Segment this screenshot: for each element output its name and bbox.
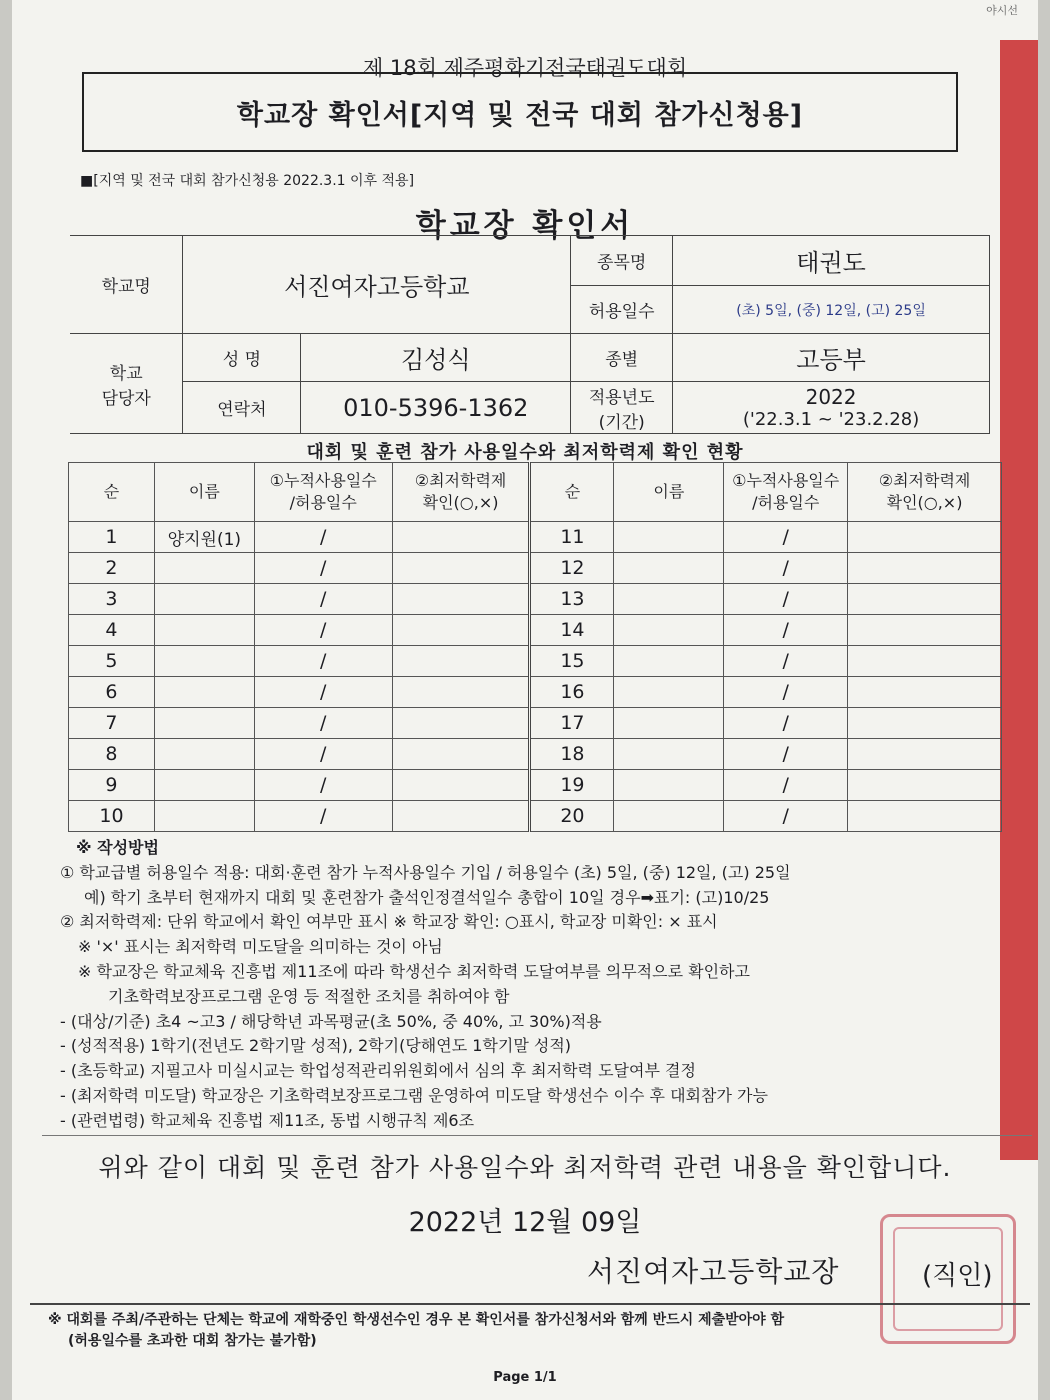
contact-value: 010-5396-1362 — [301, 382, 571, 434]
page-number: Page 1/1 — [493, 1370, 557, 1385]
participant-check-cell — [392, 801, 530, 832]
participant-usage-cell: / — [254, 739, 392, 770]
participant-check-cell — [392, 553, 530, 584]
period-value: ('22.3.1 ~ '23.2.28) — [742, 409, 920, 430]
instruction-line: - (대상/기준) 초4 ~고3 / 해당학년 과목평균(초 50%, 중 40%, 고 30%)적용 — [60, 1011, 602, 1031]
header-check-left: ②최저학력제 확인(○,×) — [392, 463, 530, 522]
status-table-title: 대회 및 훈련 참가 사용일수와 최저학력제 확인 현황 — [306, 442, 744, 463]
participant-usage-cell: / — [254, 708, 392, 739]
participant-usage-cell: / — [724, 584, 848, 615]
participant-check-cell — [848, 677, 1002, 708]
participant-check-cell — [392, 739, 530, 770]
participant-usage-cell: / — [724, 553, 848, 584]
issue-date: 2022년 12월 09일 — [408, 1207, 642, 1238]
participant-name-cell — [614, 522, 724, 553]
participant-no-cell: 7 — [69, 708, 155, 739]
allowed-days-value: (초) 5일, (중) 12일, (고) 25일 — [673, 286, 990, 334]
instruction-line: - (관련법령) 학교체육 진흥법 제11조, 동법 시행규칙 제6조 — [60, 1110, 475, 1130]
instruction-line: - (성적적용) 1학기(전년도 2학기말 성적), 2학기(당해연도 1학기말 성적) — [60, 1036, 572, 1056]
table-row — [69, 646, 1002, 677]
allowed-days-label: 허용일수 — [571, 286, 673, 334]
school-info-table — [70, 235, 990, 434]
principal-signature: 서진여자고등학교장 — [587, 1255, 840, 1288]
participants-header-row — [69, 463, 1002, 522]
table-row — [69, 770, 1002, 801]
participant-check-cell — [392, 522, 530, 553]
participant-no-cell: 10 — [69, 801, 155, 832]
participant-name-cell — [614, 646, 724, 677]
participant-no-cell: 8 — [69, 739, 155, 770]
participant-name-cell — [154, 677, 254, 708]
confirmation-statement: 위와 같이 대회 및 훈련 참가 사용일수와 최저학력 관련 내용을 확인합니다. — [98, 1153, 952, 1182]
sport-label: 종목명 — [571, 236, 673, 286]
table-row — [69, 615, 1002, 646]
manager-label: 학교 담당자 — [70, 334, 183, 434]
participant-usage-cell: / — [254, 646, 392, 677]
applicability-note: ■[지역 및 전국 대회 참가신청용 2022.3.1 이후 적용] — [80, 173, 415, 189]
participant-check-cell — [392, 708, 530, 739]
participant-name-cell — [154, 646, 254, 677]
header-check-right: ②최저학력제 확인(○,×) — [848, 463, 1002, 522]
participants-table — [68, 462, 1002, 832]
participant-name-cell — [614, 739, 724, 770]
participant-usage-cell: / — [724, 646, 848, 677]
year-label: 적용년도 (기간) — [571, 382, 673, 434]
participant-name-cell — [154, 801, 254, 832]
school-name-value: 서진여자고등학교 — [183, 236, 571, 334]
instruction-line: - (초등학교) 지필고사 미실시교는 학업성적관리위원회에서 심의 후 최저학력 도달여부 결정 — [60, 1061, 696, 1081]
category-label: 종별 — [571, 334, 673, 382]
header-usage-right: ①누적사용일수 /허용일수 — [724, 463, 848, 522]
participant-name-cell — [614, 584, 724, 615]
header-name-right: 이름 — [614, 463, 724, 522]
participant-name-cell: 양지원(1) — [154, 522, 254, 553]
table-row — [69, 677, 1002, 708]
participant-check-cell — [392, 615, 530, 646]
participant-usage-cell: / — [724, 770, 848, 801]
participant-check-cell — [392, 646, 530, 677]
participant-usage-cell: / — [724, 801, 848, 832]
table-row — [69, 739, 1002, 770]
divider — [42, 1135, 1032, 1136]
participant-no-cell: 13 — [530, 584, 614, 615]
participant-usage-cell: / — [724, 708, 848, 739]
instruction-line: ② 최저학력제: 단위 학교에서 확인 여부만 표시 ※ 학교장 확인: ○표시, 학교장 미확인: × 표시 — [60, 912, 718, 932]
participant-no-cell: 6 — [69, 677, 155, 708]
participant-usage-cell: / — [254, 615, 392, 646]
participant-usage-cell: / — [254, 553, 392, 584]
category-value: 고등부 — [673, 334, 990, 382]
participant-check-cell — [848, 739, 1002, 770]
participant-check-cell — [848, 584, 1002, 615]
corner-handwriting: 야시선 — [986, 4, 1018, 17]
participant-no-cell: 11 — [530, 522, 614, 553]
participant-no-cell: 2 — [69, 553, 155, 584]
footer-note-line: (허용일수를 초과한 대회 참가는 불가함) — [68, 1333, 317, 1349]
participant-no-cell: 9 — [69, 770, 155, 801]
writing-instructions — [60, 836, 1020, 1134]
footer-note-line: ※ 대회를 주최/주관하는 단체는 학교에 재학중인 학생선수인 경우 본 확인서를 참가신청서와 함께 반드시 제출받아야 함 — [48, 1312, 785, 1328]
instruction-line: 기초학력보장프로그램 운영 등 적절한 조치를 취하여야 함 — [108, 986, 510, 1006]
participant-no-cell: 5 — [69, 646, 155, 677]
participant-usage-cell: / — [724, 739, 848, 770]
instruction-line: ※ 학교장은 학교체육 진흥법 제11조에 따라 학생선수 최저학력 도달여부를 의무적으로 확인하고 — [78, 961, 750, 981]
instruction-line: ① 학교급별 허용일수 적용: 대회·훈련 참가 누적사용일수 기입 / 허용일수 (초) 5일, (중) 12일, (고) 25일 — [60, 862, 791, 882]
participant-usage-cell: / — [724, 677, 848, 708]
participant-no-cell: 14 — [530, 615, 614, 646]
participant-check-cell — [848, 708, 1002, 739]
header-name-left: 이름 — [154, 463, 254, 522]
participant-no-cell: 17 — [530, 708, 614, 739]
document-paper — [12, 0, 1038, 1400]
manager-name: 김성식 — [301, 334, 571, 382]
participant-name-cell — [154, 553, 254, 584]
participant-no-cell: 20 — [530, 801, 614, 832]
participant-check-cell — [392, 770, 530, 801]
instructions-heading: ※ 작성방법 — [76, 838, 159, 857]
participant-name-cell — [614, 553, 724, 584]
instruction-line: 예) 학기 초부터 현재까지 대회 및 훈련참가 출석인정결석일수 총합이 10일 경우➡표기: (고)10/25 — [84, 887, 770, 907]
table-row — [69, 553, 1002, 584]
participant-usage-cell: / — [254, 801, 392, 832]
instruction-line: - (최저학력 미도달) 학교장은 기초학력보장프로그램 운영하여 미도달 학생선수 이수 후 대회참가 가능 — [60, 1085, 768, 1105]
participant-check-cell — [848, 522, 1002, 553]
table-row — [69, 801, 1002, 832]
year-cell — [673, 382, 990, 434]
header-no-left: 순 — [69, 463, 155, 522]
participant-name-cell — [154, 770, 254, 801]
participant-check-cell — [848, 553, 1002, 584]
table-row — [69, 522, 1002, 553]
contact-label: 연락처 — [183, 382, 301, 434]
participant-no-cell: 18 — [530, 739, 614, 770]
participant-name-cell — [154, 708, 254, 739]
participant-name-cell — [614, 615, 724, 646]
participant-usage-cell: / — [724, 522, 848, 553]
participant-no-cell: 15 — [530, 646, 614, 677]
document-title: 학교장 확인서 — [415, 208, 635, 244]
participant-no-cell: 19 — [530, 770, 614, 801]
participant-check-cell — [392, 677, 530, 708]
participant-no-cell: 1 — [69, 522, 155, 553]
participant-name-cell — [154, 584, 254, 615]
participant-check-cell — [848, 615, 1002, 646]
participant-name-cell — [614, 801, 724, 832]
name-label: 성 명 — [183, 334, 301, 382]
event-title: 제 18회 제주평화기전국태권도대회 — [362, 56, 688, 80]
participant-no-cell: 12 — [530, 553, 614, 584]
header-usage-left: ①누적사용일수 /허용일수 — [254, 463, 392, 522]
participant-usage-cell: / — [254, 677, 392, 708]
participant-name-cell — [614, 677, 724, 708]
participant-usage-cell: / — [254, 770, 392, 801]
footer-note — [48, 1310, 784, 1352]
participant-name-cell — [614, 708, 724, 739]
sport-value: 태권도 — [673, 236, 990, 286]
year-value: 2022 — [805, 385, 857, 409]
participant-name-cell — [154, 615, 254, 646]
participant-check-cell — [848, 801, 1002, 832]
header-no-right: 순 — [530, 463, 614, 522]
table-row — [69, 584, 1002, 615]
participant-usage-cell: / — [254, 584, 392, 615]
participant-check-cell — [848, 646, 1002, 677]
footer-divider — [30, 1303, 1030, 1305]
table-row — [69, 708, 1002, 739]
seal-label: (직인) — [922, 1261, 993, 1291]
participant-name-cell — [614, 770, 724, 801]
participant-no-cell: 4 — [69, 615, 155, 646]
participant-usage-cell: / — [254, 522, 392, 553]
participant-usage-cell: / — [724, 615, 848, 646]
participant-check-cell — [392, 584, 530, 615]
participant-check-cell — [848, 770, 1002, 801]
form-title-box — [82, 72, 958, 152]
instruction-line: ※ '×' 표시는 최저학력 미도달을 의미하는 것이 아님 — [78, 937, 443, 957]
form-title: 학교장 확인서[지역 및 전국 대회 참가신청용] — [236, 99, 804, 131]
participant-no-cell: 3 — [69, 584, 155, 615]
participant-no-cell: 16 — [530, 677, 614, 708]
school-name-label: 학교명 — [70, 236, 183, 334]
participant-name-cell — [154, 739, 254, 770]
